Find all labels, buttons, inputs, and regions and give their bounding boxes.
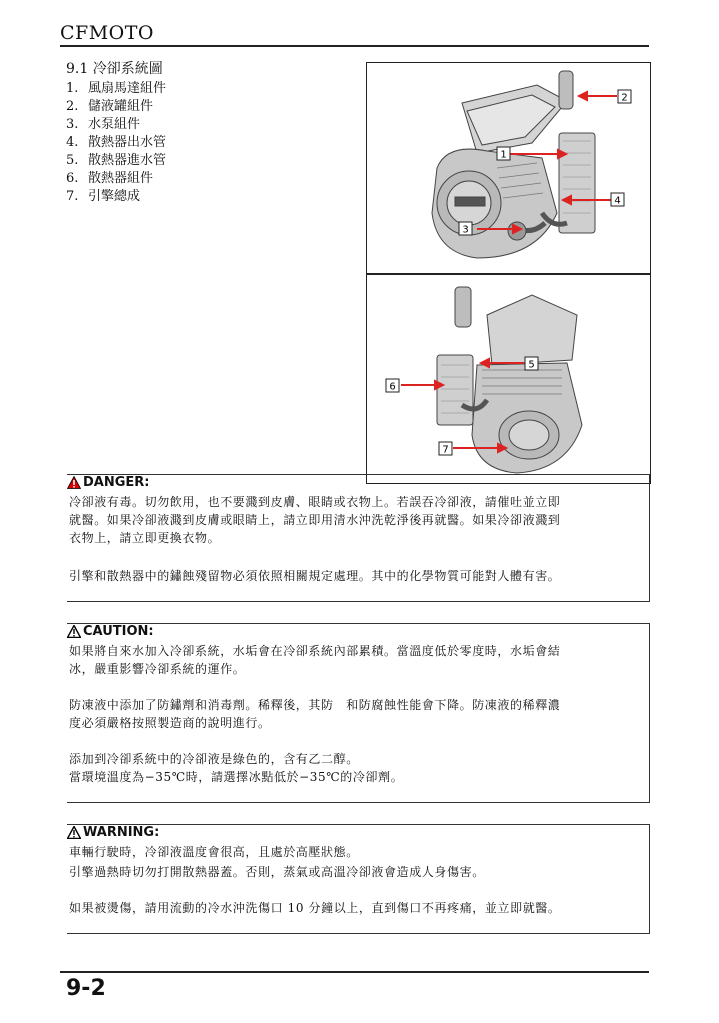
danger-warning-icon [67, 476, 81, 489]
warning-text-2: 引擎過熱時切勿打開散熱器蓋。否則，蒸氣或高溫冷卻液會造成人身傷害。 [69, 865, 485, 879]
radiator-shape [559, 133, 595, 233]
brand-logo: CFMOTO [60, 22, 155, 44]
callout-5: 5 [528, 359, 535, 371]
section-index [66, 60, 166, 206]
list-item: 6. 散熱器組件 [66, 171, 154, 186]
callout-4: 4 [614, 195, 621, 207]
warning-triangle-icon [67, 826, 81, 839]
callout-2: 2 [621, 92, 628, 104]
danger-heading: DANGER: [67, 475, 150, 490]
callout-7: 7 [442, 444, 449, 456]
callout-6: 6 [389, 381, 396, 393]
caution-heading: CAUTION: [67, 624, 154, 639]
list-item: 7. 引擎總成 [66, 189, 141, 204]
list-item: 1. 風扇馬達組件 [66, 81, 167, 96]
caution-text-2: 冰，嚴重影響冷卻系統的運作。 [69, 662, 246, 676]
list-item: 3. 水泵組件 [66, 117, 141, 132]
danger-text-3: 衣物上，請立即更換衣物。 [69, 531, 221, 545]
caution-text-6: 當環境溫度為−35℃時，請選擇冰點低於−35℃的冷卻劑。 [69, 770, 404, 784]
header-divider [60, 45, 649, 47]
page-number: 9-2 [66, 976, 106, 1001]
danger-text-2: 就醫。如果冷卻液濺到皮膚或眼睛上，請立即用清水沖洗乾淨後再就醫。如果冷卻液濺到 [69, 513, 561, 527]
warning-notice [67, 824, 650, 934]
list-item: 5. 散熱器進水管 [66, 153, 167, 168]
caution-text-4: 度必須嚴格按照製造商的說明進行。 [69, 716, 271, 730]
caution-notice [67, 623, 650, 803]
caution-warning-icon [67, 625, 81, 638]
callout-1: 1 [500, 149, 507, 161]
caution-text-5: 添加到冷卻系統中的冷卻液是綠色的，含有乙二醇。 [69, 752, 359, 766]
list-item: 2. 儲液罐組件 [66, 99, 154, 114]
callout-3: 3 [462, 224, 469, 236]
caution-text-1: 如果將自來水加入冷卻系統，水垢會在冷卻系統內部累積。當溫度低於零度時，水垢會結 [69, 644, 561, 658]
warning-heading: WARNING: [67, 825, 159, 840]
section-title: 9.1 冷卻系統圖 [66, 61, 163, 77]
danger-notice [67, 474, 650, 602]
warning-text-1: 車輛行駛時，冷卻液溫度會很高，且處於高壓狀態。 [69, 845, 359, 859]
warning-text-3: 如果被燙傷，請用流動的冷水沖洗傷口 10 分鐘以上，直到傷口不再疼痛，並立即就醫。 [69, 901, 561, 915]
caution-text-3: 防凍液中添加了防鏽劑和消毒劑。稀釋後，其防 和防腐蝕性能會下降。防凍液的稀釋濃 [69, 698, 561, 712]
list-item: 4. 散熱器出水管 [66, 135, 167, 150]
danger-text-1: 冷卻液有毒。切勿飲用，也不要濺到皮膚、眼睛或衣物上。若誤吞冷卻液，請催吐並立即 [69, 495, 561, 509]
danger-text-4: 引擎和散熱器中的鏽蝕殘留物必須依照相關規定處理。其中的化學物質可能對人體有害。 [69, 569, 561, 583]
footer-divider [60, 971, 649, 973]
engine-diagram-right [366, 274, 651, 484]
engine-diagram-left [366, 62, 651, 274]
